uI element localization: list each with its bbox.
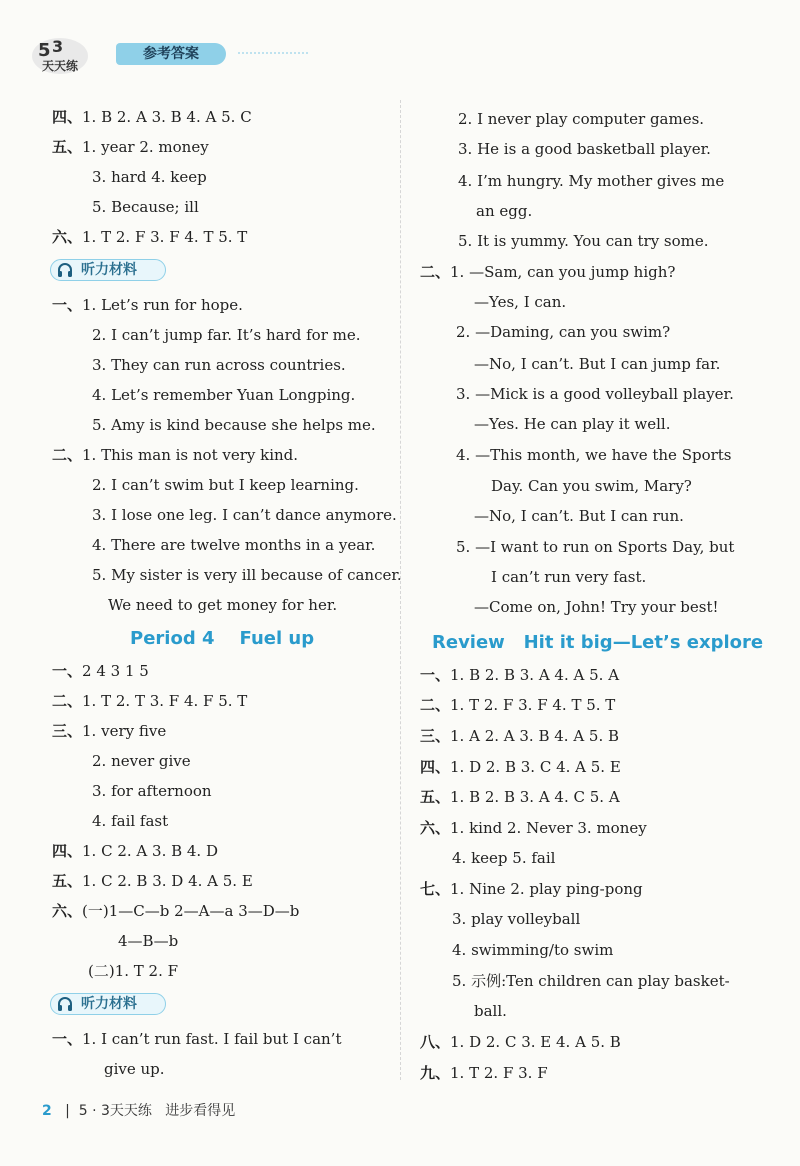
answer-line — [452, 910, 580, 928]
answer-line — [92, 326, 361, 344]
answer-text: 1. This man is not very kind. — [82, 446, 299, 464]
answer-text: —Yes, I can. — [474, 293, 567, 311]
answer-text: 4. swimming/to swim — [452, 941, 614, 959]
answer-text: —Come on, John! Try your best! — [474, 598, 719, 616]
section-number: 三、 — [52, 722, 83, 740]
answer-line — [52, 842, 218, 860]
answer-text: 4. There are twelve months in a year. — [92, 536, 376, 554]
answer-line — [52, 872, 253, 890]
answer-text: 3. hard 4. keep — [92, 168, 207, 186]
answer-line — [52, 722, 166, 740]
answer-text: 2. I can’t swim but I keep learning. — [92, 476, 359, 494]
section-number: 五、 — [52, 872, 83, 890]
answer-line — [92, 536, 375, 554]
answer-line — [52, 228, 247, 246]
answer-text: 1. Let’s run for hope. — [82, 296, 243, 314]
answer-text: 5. —I want to run on Sports Day, but — [456, 538, 735, 556]
listening-material-badge — [50, 993, 166, 1015]
answer-text: (一)1—C—b 2—A—a 3—D—b — [82, 902, 300, 920]
53-logo-icon — [30, 34, 100, 78]
answer-line — [92, 812, 168, 830]
answer-text: 5. My sister is very ill because of cancer. — [92, 566, 402, 584]
footer-text: | 5 · 3天天练 进步看得见 — [65, 1103, 236, 1119]
header-tab-answers: 参考答案 — [116, 43, 226, 65]
section-number: 四、 — [52, 842, 83, 860]
section-number: 五、 — [420, 788, 451, 806]
answer-line — [476, 202, 532, 220]
answer-text: give up. — [104, 1060, 165, 1078]
answer-text: 5. Because; ill — [92, 198, 199, 216]
answer-line — [420, 1033, 621, 1051]
answer-text: 3. They can run across countries. — [92, 356, 346, 374]
section-number: 二、 — [52, 446, 83, 464]
answer-line — [456, 323, 670, 341]
answer-line — [420, 696, 615, 714]
section-number: 二、 — [420, 263, 451, 281]
section-number: 五、 — [52, 138, 83, 156]
answer-line — [92, 782, 212, 800]
answer-line — [458, 232, 709, 250]
answer-line — [458, 110, 704, 128]
section-number: 八、 — [420, 1033, 451, 1051]
answer-text: 5. 示例:Ten children can play basket- — [452, 972, 730, 990]
answer-line — [474, 598, 719, 616]
section-number: 一、 — [52, 296, 83, 314]
answer-text: 2. I can’t jump far. It’s hard for me. — [92, 326, 361, 344]
answer-text: We need to get money for her. — [108, 596, 338, 614]
answer-text: 1. Nine 2. play ping-pong — [450, 880, 643, 898]
section-number: 一、 — [52, 662, 83, 680]
answer-line — [491, 568, 646, 586]
answer-line — [420, 727, 619, 745]
answer-text: 1. C 2. B 3. D 4. A 5. E — [82, 872, 253, 890]
page-footer — [42, 1100, 235, 1120]
answer-line — [420, 1064, 548, 1082]
answer-text: 2. never give — [92, 752, 191, 770]
answer-line — [52, 902, 299, 920]
answer-line — [474, 293, 566, 311]
svg-text:天天练: 天天练 — [41, 59, 79, 73]
answer-line — [420, 880, 643, 898]
answer-line — [92, 356, 346, 374]
section-number: 三、 — [420, 727, 451, 745]
section-number: 一、 — [420, 666, 451, 684]
answer-text: 1. very five — [82, 722, 167, 740]
answer-line — [420, 758, 621, 776]
answer-line — [52, 662, 149, 680]
answer-line — [88, 962, 178, 980]
answer-line — [452, 941, 613, 959]
page-number: 2 — [42, 1103, 52, 1119]
answer-text: 5. Amy is kind because she helps me. — [92, 416, 376, 434]
answer-line — [92, 476, 359, 494]
answer-line — [92, 386, 355, 404]
answer-line — [92, 168, 207, 186]
answer-text: Day. Can you swim, Mary? — [491, 477, 692, 495]
answer-text: 3. —Mick is a good volleyball player. — [456, 385, 734, 403]
answer-text: 1. B 2. B 3. A 4. C 5. A — [450, 788, 620, 806]
answer-text: 5. It is yummy. You can try some. — [458, 232, 709, 250]
answer-text: 2. I never play computer games. — [458, 110, 705, 128]
answer-line — [420, 263, 675, 281]
section-number: 七、 — [420, 880, 451, 898]
section-title-review: Review Hit it big—Let’s explore — [432, 632, 764, 653]
section-number: 六、 — [52, 902, 83, 920]
answer-line — [474, 355, 720, 373]
answer-text: 1. C 2. A 3. B 4. D — [82, 842, 218, 860]
answer-text: I can’t run very fast. — [491, 568, 647, 586]
listening-material-label: 听力材料 — [81, 996, 137, 1012]
svg-text:3: 3 — [52, 37, 64, 56]
answer-line — [474, 507, 684, 525]
answer-line — [118, 932, 178, 950]
answer-line — [491, 477, 692, 495]
answer-line — [52, 138, 209, 156]
answer-text: 1. T 2. F 3. F 4. T 5. T — [82, 228, 248, 246]
answer-line — [420, 666, 619, 684]
section-number: 六、 — [420, 819, 451, 837]
column-divider — [400, 100, 401, 1080]
answer-text: 1. A 2. A 3. B 4. A 5. B — [450, 727, 620, 745]
answer-line — [474, 415, 670, 433]
answer-line — [420, 819, 647, 837]
answer-text: (二)1. T 2. F — [88, 962, 179, 980]
headphones-icon — [56, 261, 74, 279]
answer-line — [458, 140, 711, 158]
answer-text: 1. —Sam, can you jump high? — [450, 263, 676, 281]
answer-line — [92, 566, 402, 584]
answer-text: 4. Let’s remember Yuan Longping. — [92, 386, 356, 404]
answer-text: 1. I can’t run fast. I fail but I can’t — [82, 1030, 342, 1048]
answer-line — [52, 1030, 341, 1048]
answer-text: —No, I can’t. But I can run. — [474, 507, 684, 525]
svg-text:5: 5 — [38, 40, 51, 61]
section-number: 二、 — [420, 696, 451, 714]
answer-text: 2. —Daming, can you swim? — [456, 323, 671, 341]
answer-line — [52, 446, 298, 464]
answer-text: 1. T 2. T 3. F 4. F 5. T — [82, 692, 248, 710]
section-number: 二、 — [52, 692, 83, 710]
answer-line — [92, 416, 376, 434]
answer-line — [52, 692, 247, 710]
section-number: 四、 — [420, 758, 451, 776]
answer-line — [456, 385, 734, 403]
answer-text: 1. kind 2. Never 3. money — [450, 819, 647, 837]
listening-material-label: 听力材料 — [81, 262, 137, 278]
answer-text: 4. —This month, we have the Sports — [456, 446, 732, 464]
headphones-icon — [56, 995, 74, 1013]
answer-text: 1. B 2. B 3. A 4. A 5. A — [450, 666, 620, 684]
page-header — [30, 34, 430, 84]
answer-line — [474, 1002, 507, 1020]
answer-text: 2 4 3 1 5 — [82, 662, 149, 680]
answer-line — [458, 172, 724, 190]
answer-line — [104, 1060, 165, 1078]
answer-text: 1. D 2. C 3. E 4. A 5. B — [450, 1033, 621, 1051]
answer-line — [92, 506, 397, 524]
section-title-period-4: Period 4 Fuel up — [130, 628, 315, 649]
answer-text: 3. He is a good basketball player. — [458, 140, 711, 158]
answer-text: 4. fail fast — [92, 812, 169, 830]
header-divider — [238, 52, 308, 54]
section-number: 一、 — [52, 1030, 83, 1048]
answer-text: 1. T 2. F 3. F 4. T 5. T — [450, 696, 616, 714]
answer-text: ball. — [474, 1002, 507, 1020]
answer-text: 1. year 2. money — [82, 138, 209, 156]
answer-line — [92, 752, 191, 770]
answer-text: 1. B 2. A 3. B 4. A 5. C — [82, 108, 252, 126]
answer-text: 1. D 2. B 3. C 4. A 5. E — [450, 758, 621, 776]
section-number: 九、 — [420, 1064, 451, 1082]
answer-text: —No, I can’t. But I can jump far. — [474, 355, 721, 373]
answer-line — [456, 538, 734, 556]
answer-line — [452, 972, 730, 990]
answer-line — [452, 849, 555, 867]
answer-line — [92, 198, 199, 216]
section-number: 四、 — [52, 108, 83, 126]
answer-line — [420, 788, 620, 806]
answer-text: 3. play volleyball — [452, 910, 581, 928]
answer-text: 3. for afternoon — [92, 782, 212, 800]
answer-text: an egg. — [476, 202, 533, 220]
answer-text: —Yes. He can play it well. — [474, 415, 671, 433]
answer-text: 4. keep 5. fail — [452, 849, 556, 867]
answer-text: 4—B—b — [118, 932, 179, 950]
answer-line — [52, 296, 243, 314]
answer-line — [108, 596, 337, 614]
answer-line — [52, 108, 252, 126]
answer-text: 1. T 2. F 3. F — [450, 1064, 548, 1082]
answer-text: 4. I’m hungry. My mother gives me — [458, 172, 725, 190]
listening-material-badge — [50, 259, 166, 281]
section-number: 六、 — [52, 228, 83, 246]
answer-line — [456, 446, 732, 464]
answer-text: 3. I lose one leg. I can’t dance anymore. — [92, 506, 397, 524]
